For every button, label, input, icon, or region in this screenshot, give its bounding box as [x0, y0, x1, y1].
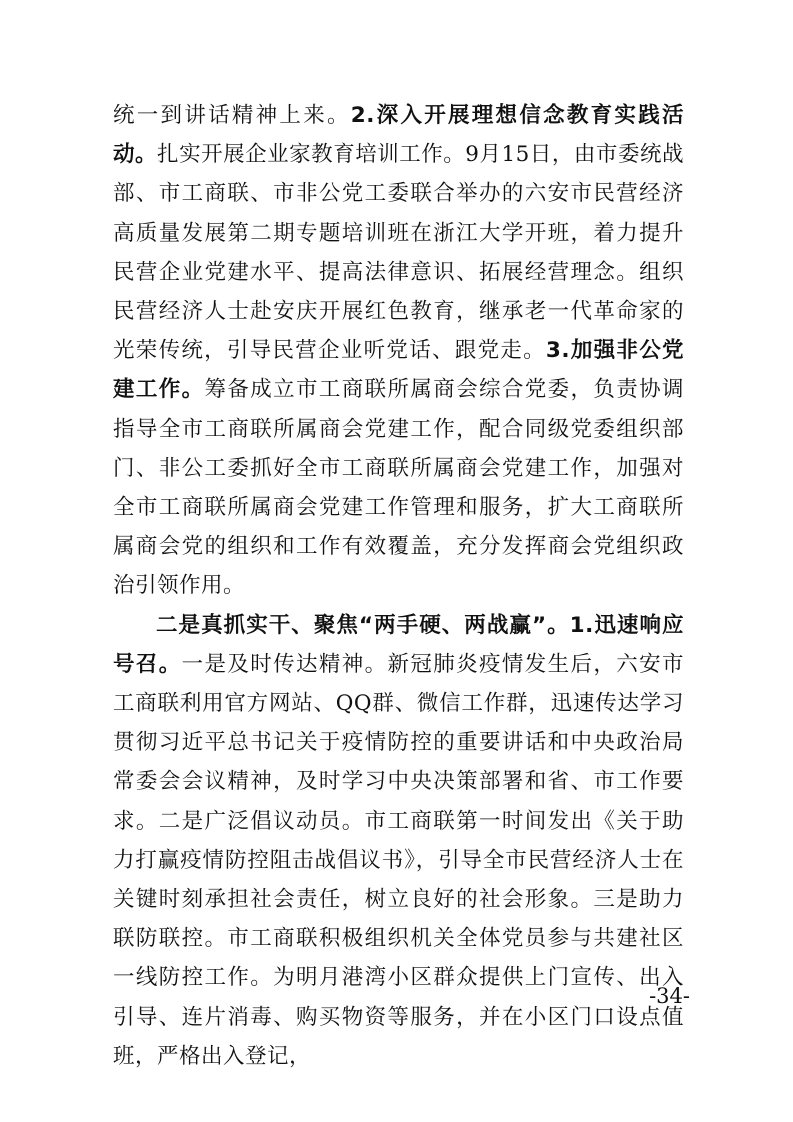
text-run: 一是及时传达精神。新冠肺炎疫情发生后，六安市工商联利用官方网站、QQ群、微信工作群，迅速传达学习贯彻习近平总书记关于疫情防控的重要讲话和中央政治局常委会会议精神，及时学习中央决策部署和省、市工作要求。二是广泛倡议动员。市工商联第一时间发出《关于助力打赢疫情防控阻击战倡议书》，引导全市民营经济人士在关键时刻承担社会责任，树立良好的社会形象。三是助力联防联控。市工商联积极组织机关全体党员参与共建社区一线防控工作。为明月港湾小区群众提供上门宣传、出入引导、连片消毒、购买物资等服务，并在小区门口设点值班，严格出入登记，	[113, 651, 684, 1069]
bold-heading-1: 1.迅速响应号召。	[113, 612, 684, 677]
text-run: 扎实开展企业家教育培训工作。9月15日，由市委统战部、市工商联、市非公党工委联合举办的六安市民营经济高质量发展第二期专题培训班在浙江大学开班，着力提升民营企业党建水平、提高法律意识、拓展经营理念。组织民营经济人士赴安庆开展红色教育，继承老一代革命家的光荣传统，引导民营企业听党话、跟党走。	[113, 142, 684, 364]
document-body	[113, 96, 684, 1076]
text-run: 统一到讲话精神上来。	[113, 103, 351, 128]
bold-heading-3: 3.加强非公党建工作。	[113, 338, 684, 403]
text-run: 筹备成立市工商联所属商会综合党委，负责协调指导全市工商联所属商会党建工作，配合同级党委组织部门、非公工委抓好全市工商联所属商会党建工作，加强对全市工商联所属商会党建工作管理和服务，扩大工商联所属商会党的组织和工作有效覆盖，充分发挥商会党组织政治引领作用。	[113, 377, 684, 599]
page-number: -34-	[649, 984, 690, 1008]
paragraph-epidemic-response	[113, 606, 684, 1076]
paragraph-party-building	[113, 96, 684, 606]
bold-main-heading: 二是真抓实干、聚焦“两手硬、两战赢”。	[156, 612, 570, 638]
bold-heading-2: 2.深入开展理想信念教育实践活动。	[113, 103, 684, 168]
